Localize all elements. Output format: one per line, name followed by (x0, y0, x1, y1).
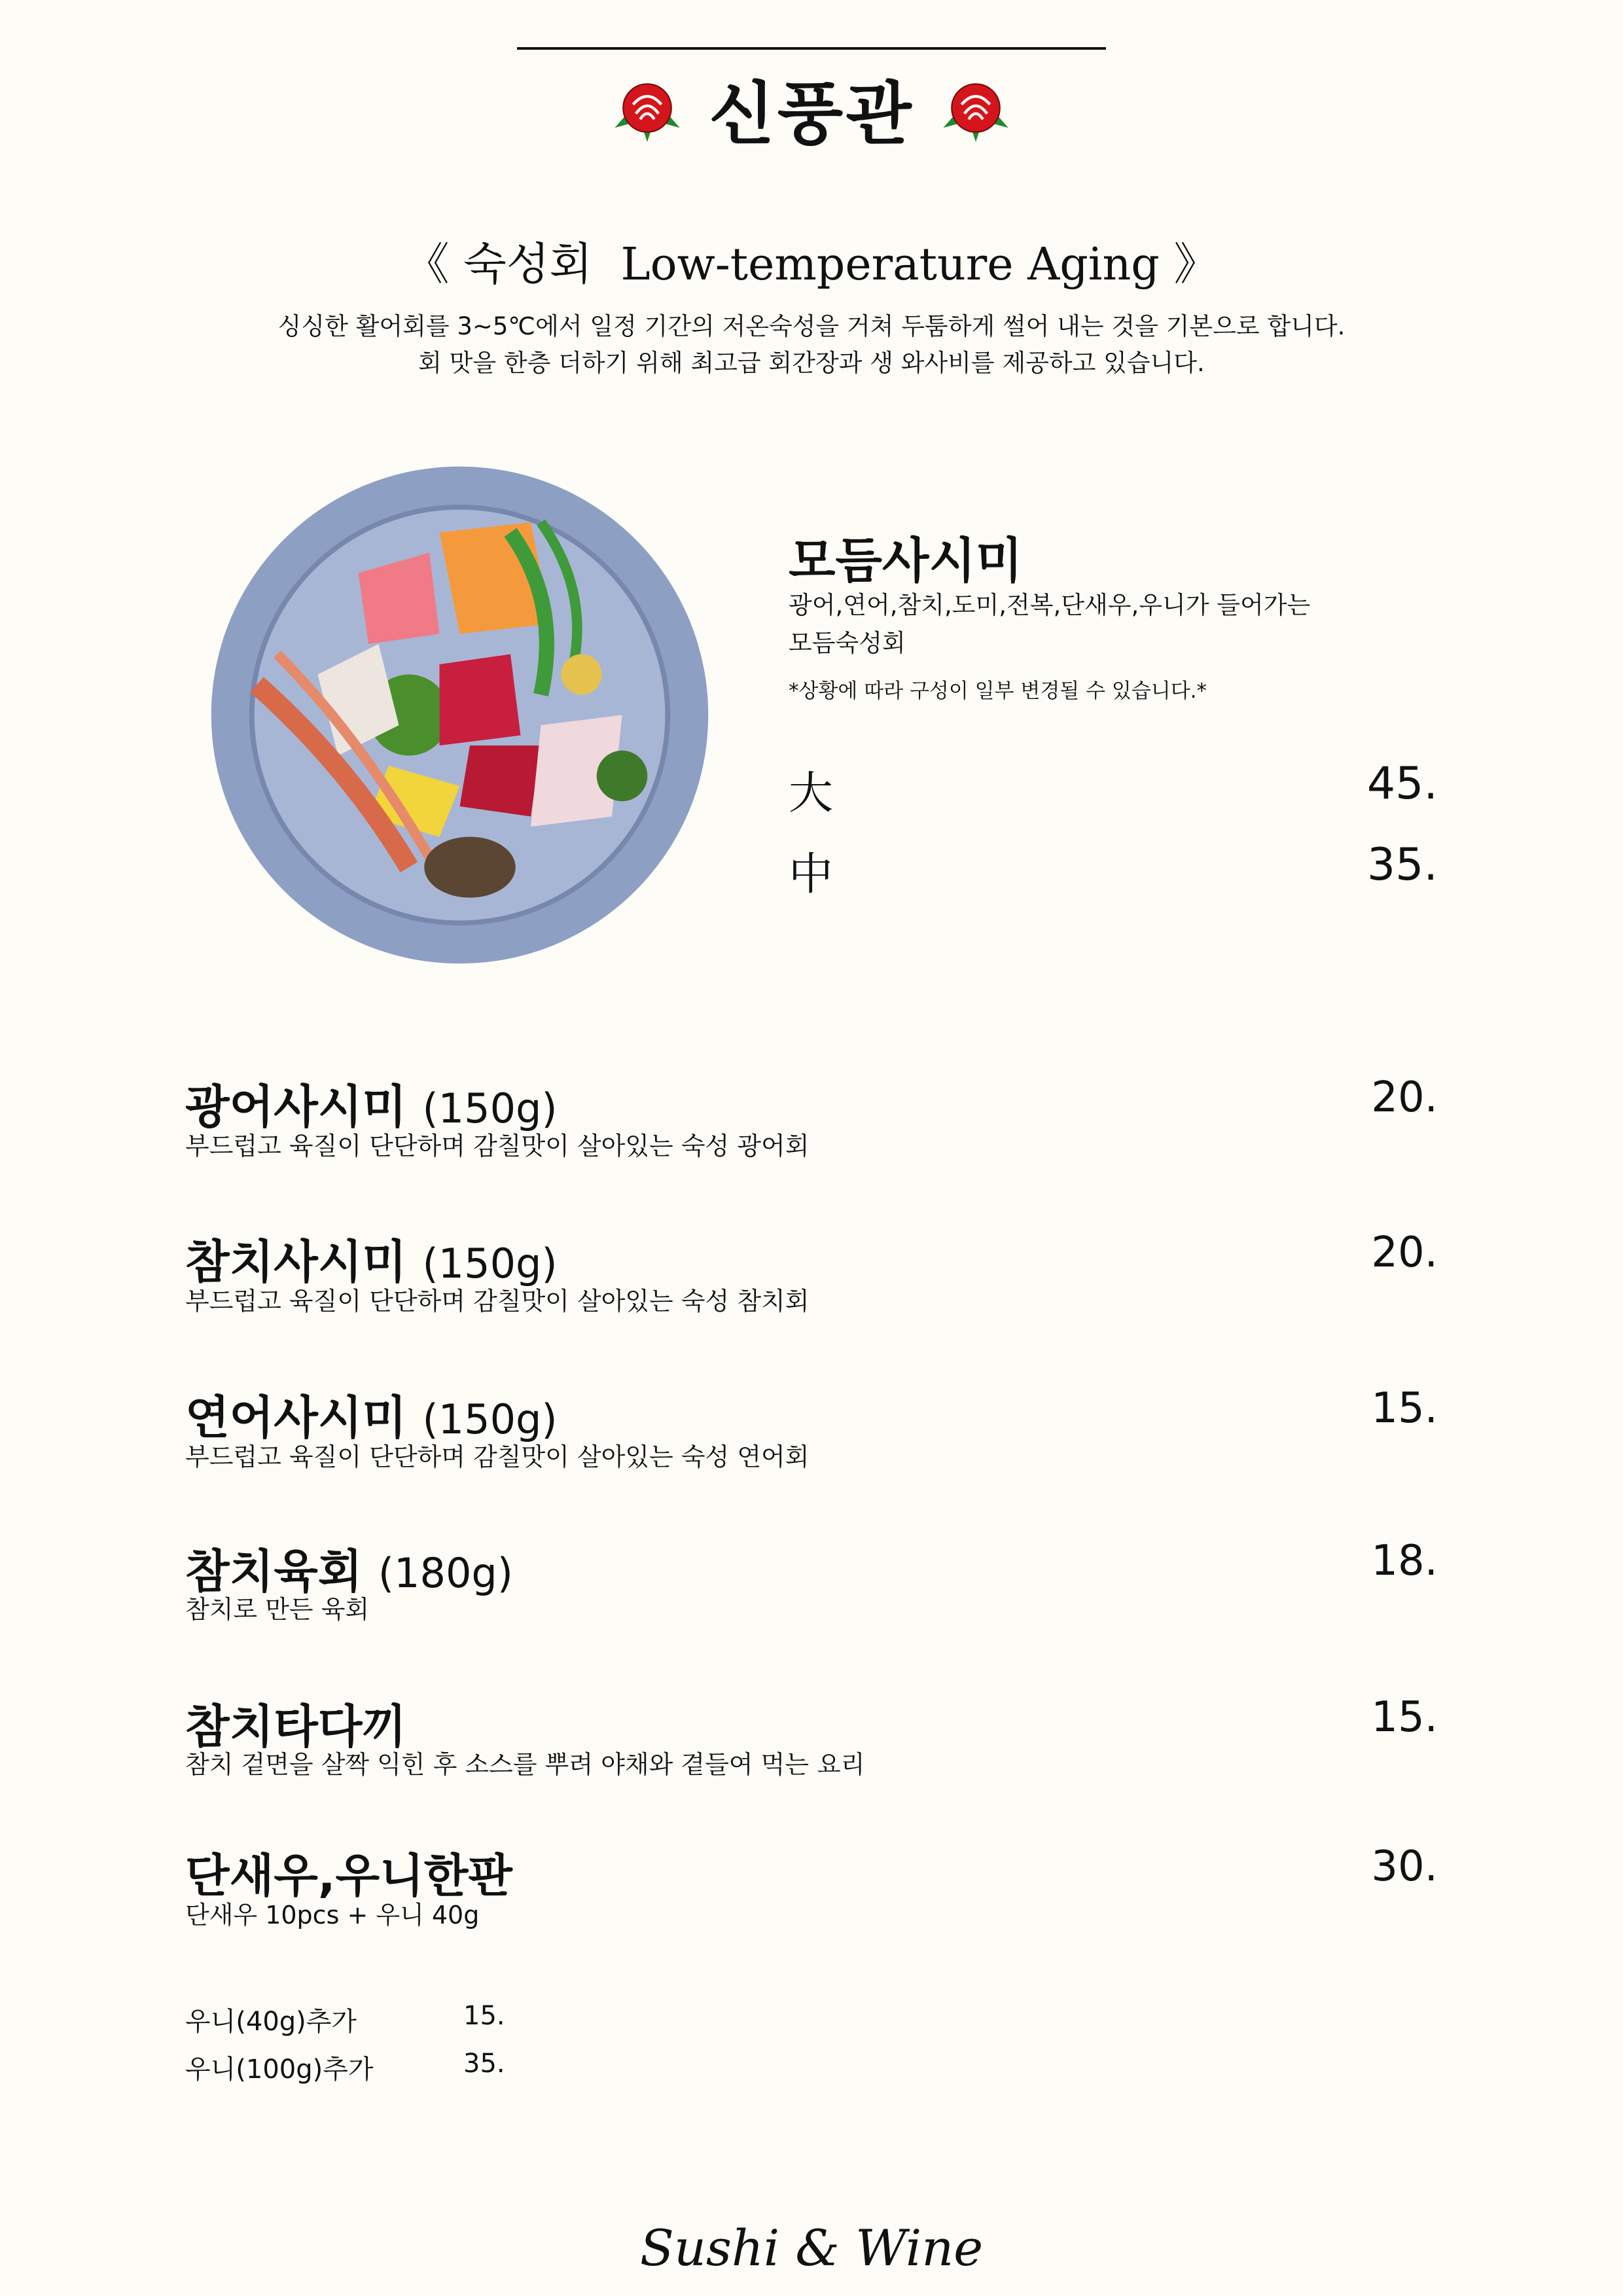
menu-item-desc: 부드럽고 육질이 단단하며 감칠맛이 살아있는 숙성 광어회 (185, 1132, 810, 1160)
menu-item-name: 참치타다끼 (185, 1700, 407, 1753)
menu-item-name: 단새우,우니한판 (185, 1849, 512, 1903)
section-title-en: Low-temperature Aging (620, 239, 1160, 291)
menu-item-name: 광어사시미 (150g) (185, 1080, 558, 1134)
menu-item-desc: 부드럽고 육질이 단단하며 감칠맛이 살아있는 숙성 연어회 (185, 1443, 810, 1471)
rose-icon (612, 73, 683, 143)
menu-item-price: 15. (1371, 1693, 1438, 1742)
featured-item-note: *상황에 따라 구성이 일부 변경될 수 있습니다.* (789, 679, 1207, 703)
rose-icon (940, 73, 1011, 143)
size-price-large: 45. (1366, 758, 1438, 810)
close-bracket: 》 (1173, 239, 1219, 291)
menu-item-desc: 단새우 10pcs + 우니 40g (185, 1901, 480, 1929)
menu-item-price: 20. (1371, 1073, 1438, 1122)
menu-item-desc: 부드럽고 육질이 단단하며 감칠맛이 살아있는 숙성 참치회 (185, 1287, 810, 1316)
addon-label: 우니(100g)추가 (185, 2054, 374, 2085)
size-price-medium: 35. (1366, 839, 1438, 891)
menu-item-price: 20. (1371, 1229, 1438, 1277)
menu-item-name: 참치육회 (180g) (185, 1545, 513, 1598)
section-title-ko: 숙성회 (463, 239, 593, 291)
brand-header (0, 69, 1623, 154)
menu-item-price: 30. (1371, 1842, 1438, 1891)
addon-price: 15. (463, 2001, 505, 2031)
brand-name: 신풍관 (709, 74, 914, 154)
footer-tagline: Sushi & Wine (639, 2219, 984, 2277)
menu-item-desc: 참치로 만든 육회 (185, 1595, 370, 1624)
size-label-large: 大 (789, 768, 834, 819)
size-label-medium: 中 (789, 849, 834, 901)
featured-item-desc-line1: 광어,연어,참치,도미,전복,단새우,우니가 들어가는 (789, 591, 1311, 619)
addon-price: 35. (463, 2049, 505, 2079)
menu-item-price: 15. (1371, 1384, 1438, 1433)
section-intro-line2: 회 맛을 한층 더하기 위해 최고급 회간장과 생 와사비를 제공하고 있습니다. (418, 349, 1205, 377)
sashimi-plate-photo (206, 461, 713, 969)
menu-item-price: 18. (1371, 1537, 1438, 1585)
section-title (0, 229, 1623, 293)
menu-item-desc: 참치 겉면을 살짝 익힌 후 소스를 뿌려 야채와 곁들여 먹는 요리 (185, 1750, 865, 1779)
menu-item-name: 참치사시미 (150g) (185, 1235, 558, 1289)
featured-item-desc-line2: 모듬숙성회 (789, 629, 906, 657)
featured-item-name: 모듬사시미 (789, 533, 1023, 589)
menu-item-name: 연어사시미 (150g) (185, 1391, 558, 1444)
open-bracket: 《 (404, 239, 450, 291)
top-divider (517, 47, 1106, 50)
addon-label: 우니(40g)추가 (185, 2007, 357, 2037)
section-intro-line1: 싱싱한 활어회를 3~5℃에서 일정 기간의 저온숙성을 거쳐 두툼하게 썰어 내는 것을 기본으로 합니다. (277, 312, 1346, 340)
